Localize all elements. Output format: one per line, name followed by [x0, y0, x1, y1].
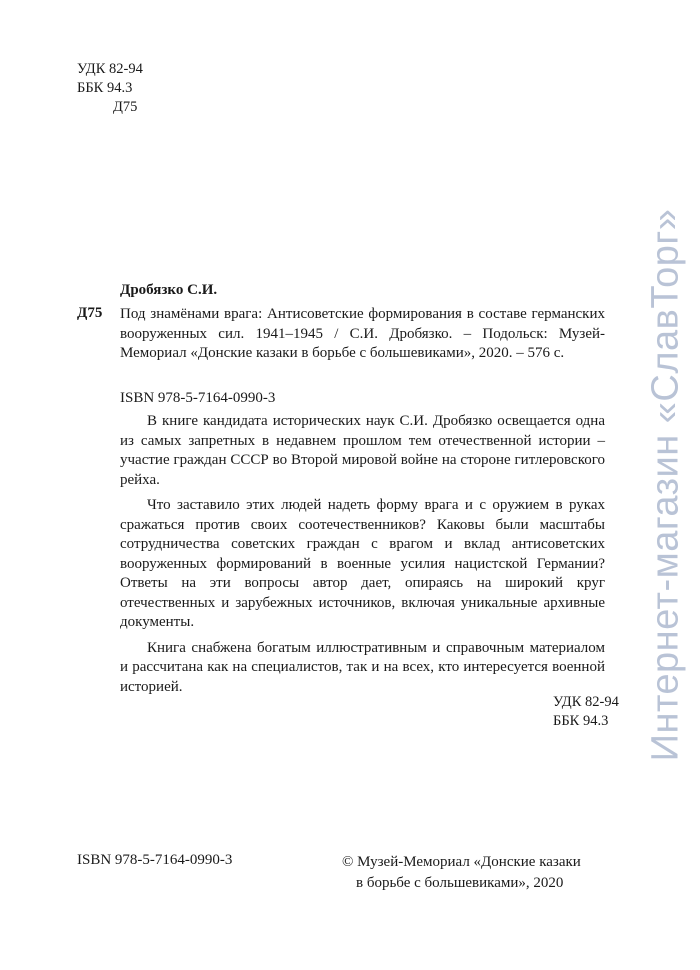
- copyright-line-2: в борьбе с большевиками», 2020: [356, 875, 564, 891]
- udk-code: УДК 82-94: [77, 61, 143, 77]
- record-isbn: ISBN 978-5-7164-0990-3: [120, 390, 276, 406]
- record-author-mark: Д75: [77, 305, 103, 321]
- bbk-code-bottom: ББК 94.3: [553, 713, 609, 729]
- annotation: [120, 412, 605, 703]
- top-classification-codes: [77, 60, 143, 117]
- footer-isbn: ISBN 978-5-7164-0990-3: [77, 852, 233, 868]
- udk-code-bottom: УДК 82-94: [553, 694, 619, 710]
- annotation-paragraph: Что заставило этих людей надеть форму врага и с оружием в руках сражаться против своих соотечественников? Каковы были масштабы сотрудничества советских граждан с врагом и вклад антисоветских вооруженных формирований в военные усилия нацистской Германии? Ответы на эти вопросы автор дает, опираясь на широкий круг отечественных и зарубежных источников, включая уникальные архивные документы.: [120, 497, 605, 630]
- copyright-line-1: © Музей-Мемориал «Донские казаки: [342, 854, 581, 870]
- store-watermark: [632, 0, 700, 970]
- watermark-text: Интернет-магазин «СлавТорг»: [644, 208, 687, 762]
- bottom-classification-codes: [553, 693, 619, 731]
- annotation-paragraph: Книга снабжена богатым иллюстративным и справочным материалом и рассчитана как на специалистов, так и на всех, кто интересуется военной историей.: [120, 639, 605, 695]
- bbk-code: ББК 94.3: [77, 80, 133, 96]
- record-author: Дробязко С.И.: [120, 282, 218, 298]
- annotation-paragraph: В книге кандидата исторических наук С.И. Дробязко освещается одна из самых запретных в недавнем прошлом тем отечественной истории – участие граждан СССР во Второй мировой войне на стороне гитлеровского рейха.: [120, 413, 605, 488]
- author-mark: Д75: [113, 99, 138, 115]
- bibliographic-description: Под знамёнами врага: Антисоветские формирования в составе германских вооруженных сил. 1941–1945 / С.И. Дробязко. – Подольск: Музей-Мемориал «Донские казаки в борьбе с большевиками», 2020. – 576 с.: [120, 306, 605, 361]
- copyright-notice: [342, 852, 581, 894]
